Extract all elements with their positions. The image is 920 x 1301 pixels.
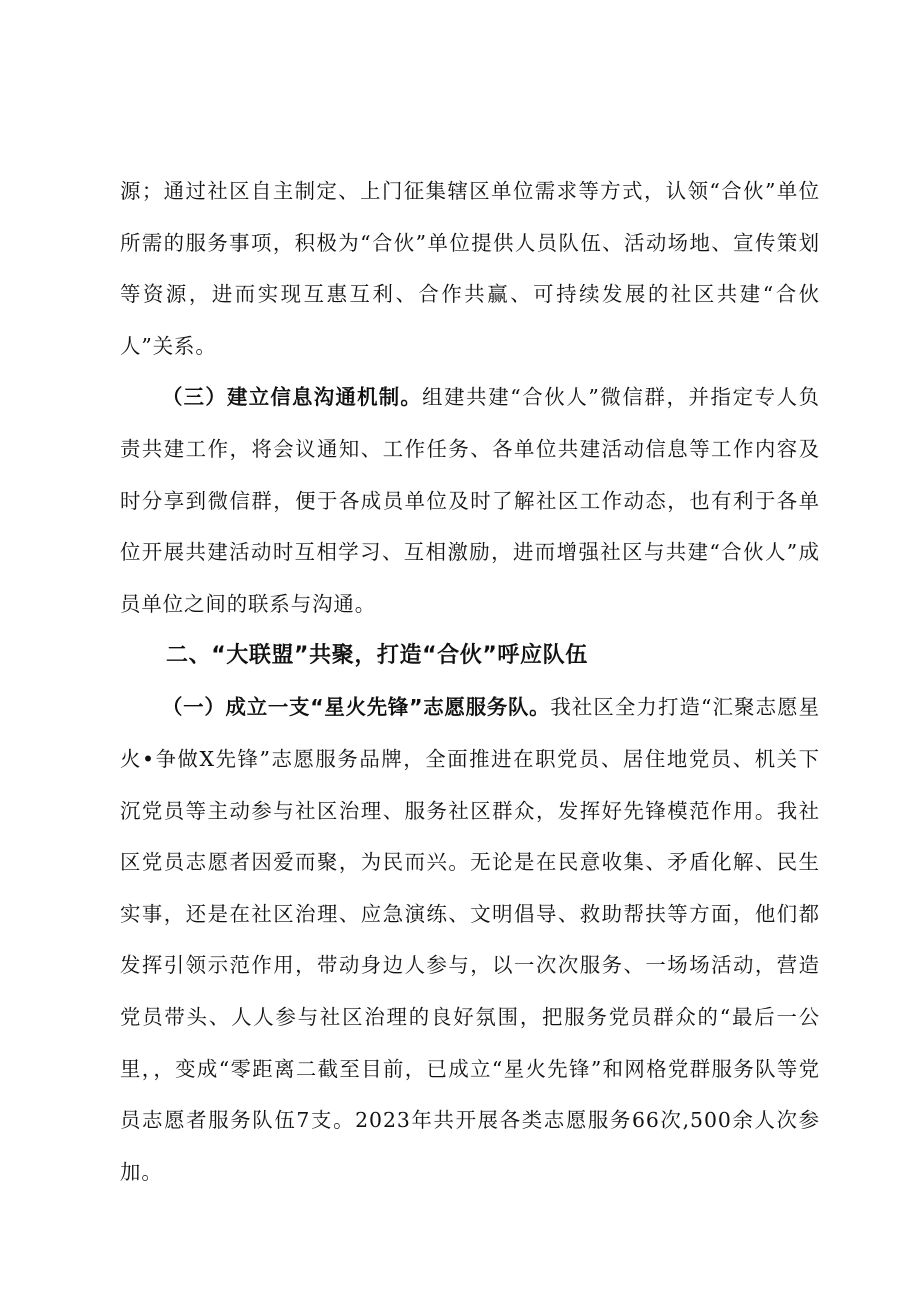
subheading-information-mechanism: （三）建立信息沟通机制。 [162, 385, 423, 410]
document-body [120, 166, 820, 1198]
paragraph-information-mechanism-text: 组建共建“合伙人”微信群，并指定专人负责共建工作，将会议通知、工作任务、各单位共建活动信息等工作内容及时分享到微信群，便于各成员单位及时了解社区工作动态，也有利于各单位开展共建活动时互相学习、互相激励，进而增强社区与共建“合伙人”成员单位之间的联系与沟通。 [120, 385, 820, 616]
paragraph-resource-partnership: 源；通过社区自主制定、上门征集辖区单位需求等方式，认领“合伙”单位所需的服务事项，积极为“合伙”单位提供人员队伍、活动场地、宣传策划等资源，进而实现互惠互利、合作共赢、可持续发展的社区共建“合伙人”关系。 [120, 179, 820, 358]
paragraph-volunteer-team-text: 我社区全力打造“汇聚志愿星火•争做X先锋”志愿服务品牌，全面推进在职党员、居住地党员、机关下沉党员等主动参与社区治理、服务社区群众，发挥好先锋模范作用。我社区党员志愿者因爱而聚，为民而兴。无论是在民意收集、矛盾化解、民生实事，还是在社区治理、应急演练、文明倡导、救助帮扶等方面，他们都发挥引领示范作用，带动身边人参与，以一次次服务、一场场活动，营造党员带头、人人参与社区治理的良好氛围，把服务党员群众的“最后一公里，，变成“零距离二截至目前，已成立“星火先锋”和网格党群服务队等党员志愿者服务队伍7支。2023年共开展各类志愿服务66次,500余人次参加。 [120, 695, 820, 1184]
paragraph-volunteer-team [120, 682, 820, 1198]
subheading-volunteer-team: （一）成立一支“星火先锋”志愿服务队。 [162, 695, 551, 720]
section-heading-alliance: 二、“大联盟”共聚，打造“合伙”呼应队伍 [166, 643, 588, 669]
paragraph-information-mechanism [120, 372, 820, 630]
